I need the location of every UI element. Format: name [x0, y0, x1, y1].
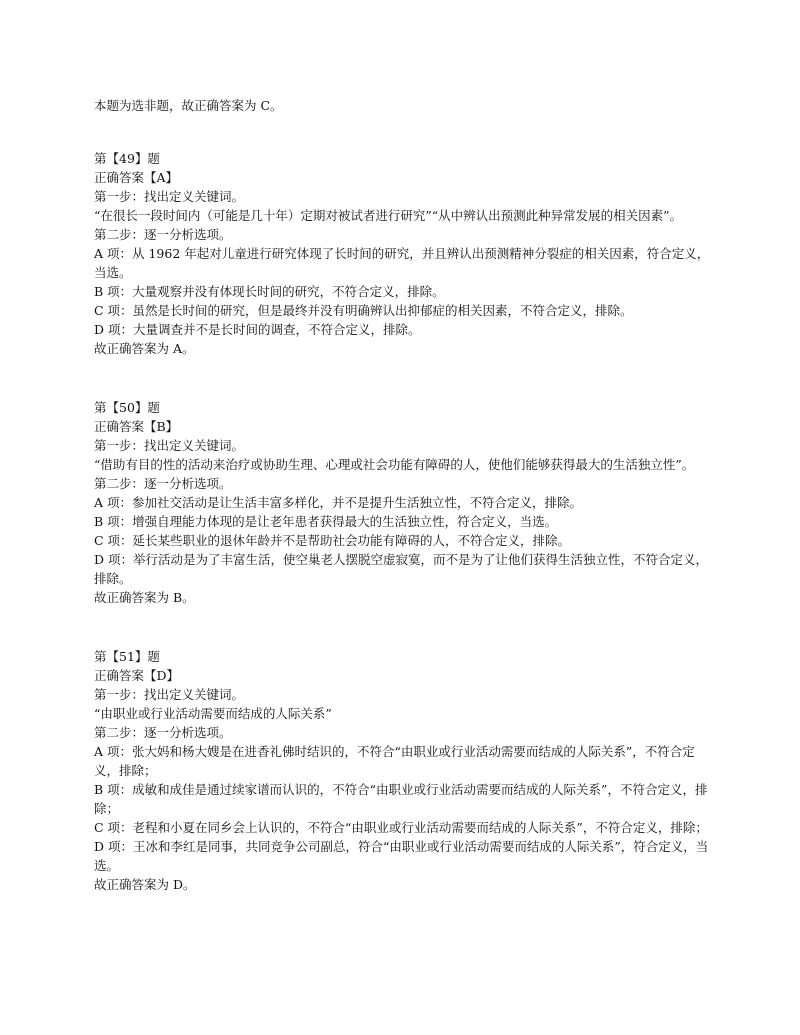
option-b-analysis: B 项：成敏和成佳是通过续家谱而认识的，不符合“由职业或行业活动需要而结成的人际关系”，不符合定义，排除； — [94, 782, 708, 816]
conclusion: 故正确答案为 D。 — [94, 877, 196, 892]
option-d-analysis: D 项：大量调查并不是长时间的调查，不符合定义，排除。 — [94, 322, 421, 337]
question-title: 第【50】题 — [94, 400, 160, 415]
step-one: 第一步：找出定义关键词。 — [94, 687, 245, 702]
option-c-analysis: C 项：虽然是长时间的研究，但是最终并没有明确辨认出抑郁症的相关因素，不符合定义，排除。 — [94, 303, 633, 318]
definition-keywords: “借助有目的性的活动来治疗或协助生理、心理或社会功能有障碍的人，使他们能够获得最大的生活独立性”。 — [94, 457, 695, 472]
correct-answer: 正确答案【B】 — [94, 419, 179, 434]
step-one: 第一步：找出定义关键词。 — [94, 438, 245, 453]
conclusion: 故正确答案为 B。 — [94, 590, 195, 605]
option-c-analysis: C 项：老程和小夏在同乡会上认识的，不符合“由职业或行业活动需要而结成的人际关系”，不符合定义，排除； — [94, 820, 708, 835]
option-a-analysis: A 项：参加社交活动是让生活丰富多样化，并不是提升生活独立性，不符合定义，排除。 — [94, 495, 583, 510]
question-49-explanation — [94, 149, 714, 358]
step-two: 第二步：逐一分析选项。 — [94, 227, 232, 242]
option-d-analysis: D 项：王冰和李红是同事，共同竞争公司副总，符合“由职业或行业活动需要而结成的人际关系”，符合定义，当选。 — [94, 839, 709, 873]
previous-answer-conclusion — [94, 96, 714, 115]
definition-keywords: “在很长一段时间内（可能是几十年）定期对被试者进行研究”“从中辨认出预测此种异常发展的相关因素”。 — [94, 208, 683, 223]
option-b-analysis: B 项：增强自理能力体现的是让老年患者获得最大的生活独立性，符合定义，当选。 — [94, 514, 558, 529]
intro-text: 本题为选非题，故正确答案为 C。 — [94, 98, 283, 113]
step-two: 第二步：逐一分析选项。 — [94, 725, 232, 740]
option-d-analysis: D 项：举行活动是为了丰富生活，使空巢老人摆脱空虚寂寞，而不是为了让他们获得生活独立性，不符合定义，排除。 — [94, 552, 708, 586]
conclusion: 故正确答案为 A。 — [94, 341, 195, 356]
option-a-analysis: A 项：张大妈和杨大嫂是在进香礼佛时结识的，不符合“由职业或行业活动需要而结成的人际关系”，不符合定义，排除； — [94, 744, 695, 778]
question-51-explanation — [94, 647, 714, 894]
step-two: 第二步：逐一分析选项。 — [94, 476, 232, 491]
definition-keywords: “由职业或行业活动需要而结成的人际关系” — [94, 706, 332, 721]
correct-answer: 正确答案【A】 — [94, 170, 179, 185]
question-50-explanation — [94, 398, 714, 607]
option-b-analysis: B 项：大量观察并没有体现长时间的研究，不符合定义，排除。 — [94, 284, 445, 299]
option-c-analysis: C 项：延长某些职业的退休年龄并不是帮助社会功能有障碍的人，不符合定义，排除。 — [94, 533, 571, 548]
step-one: 第一步：找出定义关键词。 — [94, 189, 245, 204]
option-a-analysis: A 项：从 1962 年起对儿童进行研究体现了长时间的研究，并且辨认出预测精神分裂症的相关因素，符合定义，当选。 — [94, 246, 710, 280]
correct-answer: 正确答案【D】 — [94, 668, 180, 683]
question-title: 第【49】题 — [94, 151, 160, 166]
question-title: 第【51】题 — [94, 649, 160, 664]
